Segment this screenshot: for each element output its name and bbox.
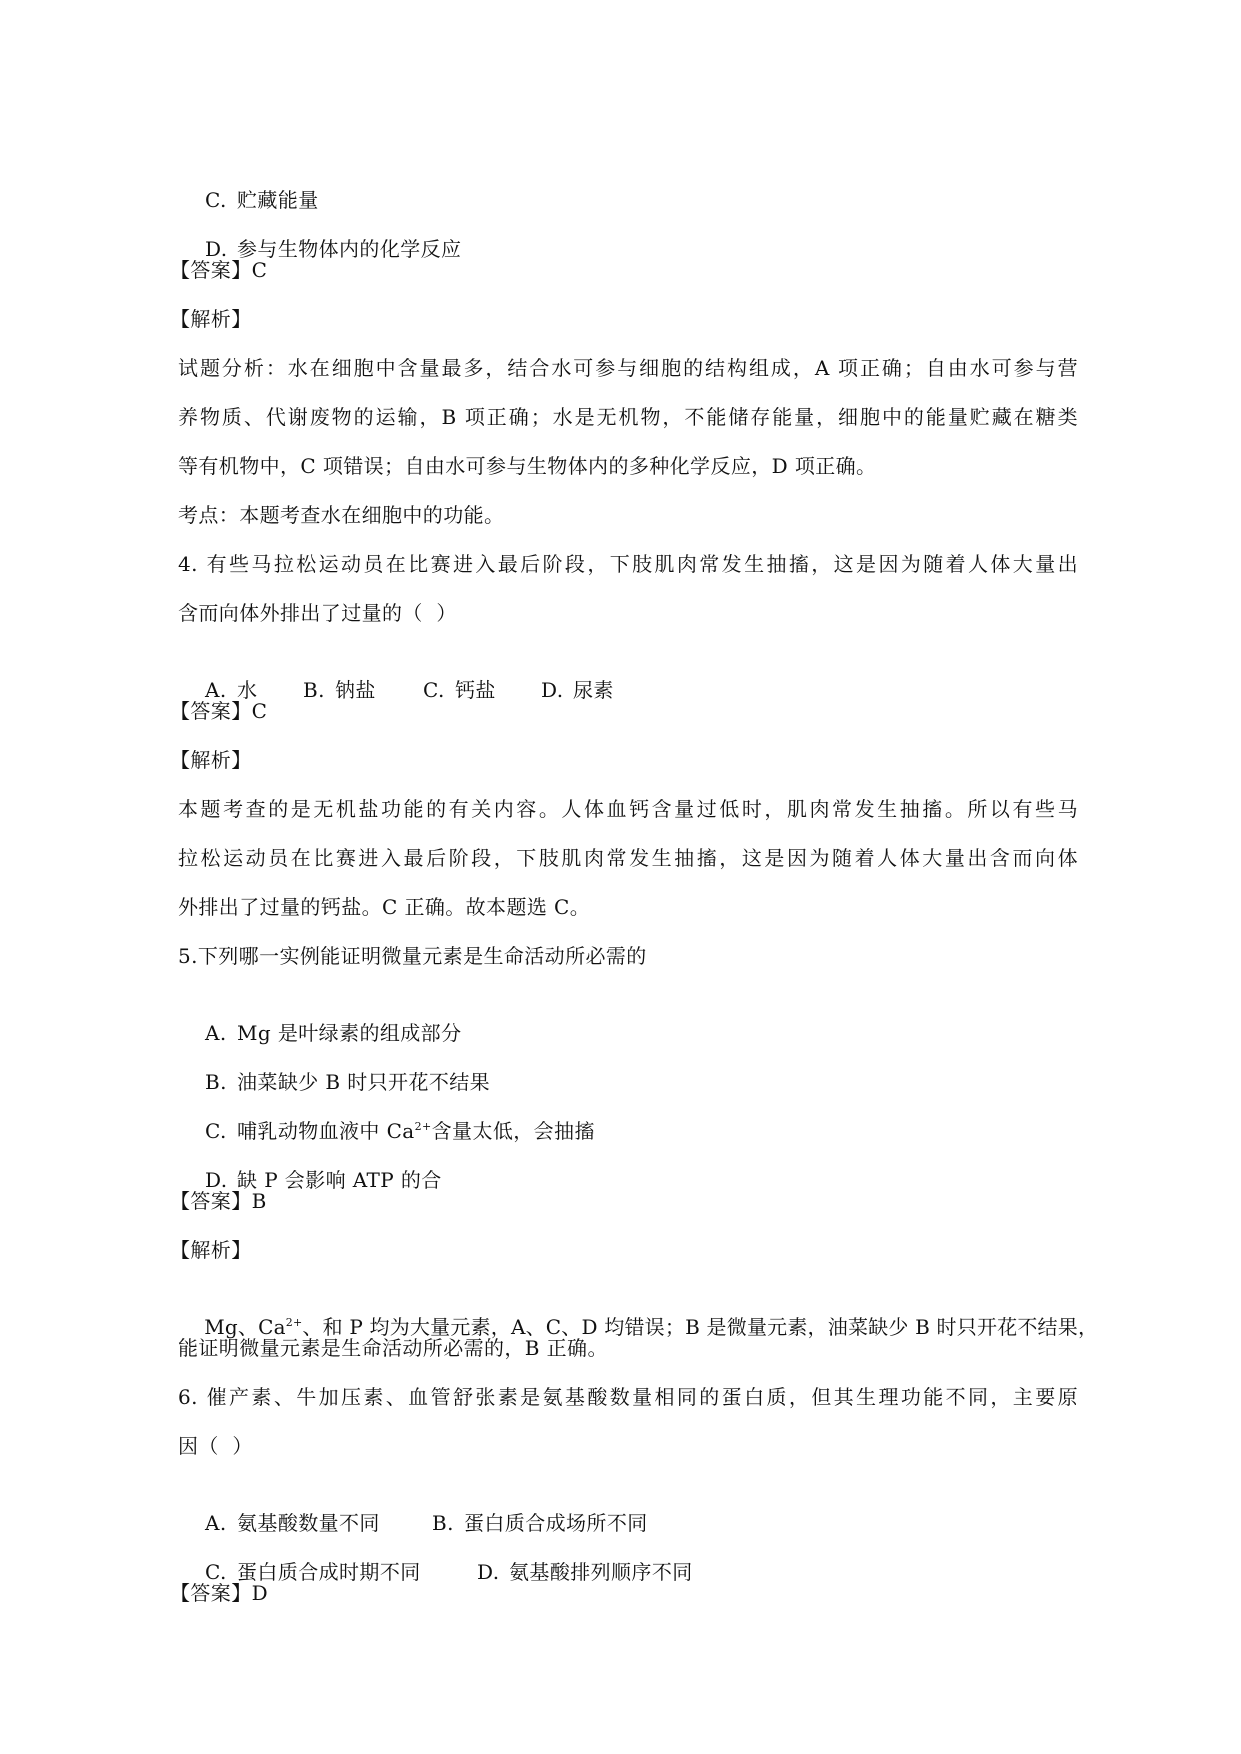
q4-analysis-line: 本题考查的是无机盐功能的有关内容。人体血钙含量过低时，肌肉常发生抽搐。所以有些马 <box>178 797 1078 821</box>
q3-analysis-line: 试题分析：水在细胞中含量最多，结合水可参与细胞的结构组成，A 项正确；自由水可参与营 <box>178 356 1078 380</box>
q6-option-c: C. 蛋白质合成时期不同 <box>205 1560 421 1584</box>
q5-stem: 5.下列哪一实例能证明微量元素是生命活动所必需的 <box>178 944 647 968</box>
q4-option-d: D. 尿素 <box>541 678 614 702</box>
q5-analysis-line: 能证明微量元素是生命活动所必需的，B 正确。 <box>178 1336 608 1360</box>
q5-option-a: A. Mg 是叶绿素的组成部分 <box>205 1021 462 1045</box>
q4-stem-line: 含而向体外排出了过量的（ ） <box>178 601 457 625</box>
q4-option-a: A. 水 <box>205 678 258 702</box>
q6-stem-line: 6. 催产素、牛加压素、血管舒张素是氨基酸数量相同的蛋白质，但其生理功能不同，主要原 <box>178 1385 1078 1409</box>
q5-option-b: B. 油菜缺少 B 时只开花不结果 <box>205 1070 491 1094</box>
q4-option-c: C. 钙盐 <box>423 678 496 702</box>
q6-option-b: B. 蛋白质合成场所不同 <box>432 1511 648 1535</box>
q3-analysis-line: 等有机物中，C 项错误；自由水可参与生物体内的多种化学反应，D 项正确。 <box>178 454 877 478</box>
q3-analysis-line: 养物质、代谢废物的运输，B 项正确；水是无机物，不能储存能量，细胞中的能量贮藏在糖类 <box>178 405 1078 429</box>
q5-analysis-line: Mg、$Ca^{2+}$、和 P 均为大量元素，A、C、D 均错误；B 是微量元素，油菜缺少 B 时只开花不结果， <box>204 1315 1099 1339</box>
q3-answer: 【答案】C <box>170 258 268 282</box>
q3-analysis-heading: 【解析】 <box>170 307 252 331</box>
q5-analysis-heading: 【解析】 <box>170 1238 252 1262</box>
q5-option-c: C. 哺乳动物血液中 $Ca^{2+}$含量太低，会抽搐 <box>205 1119 595 1143</box>
q4-analysis-heading: 【解析】 <box>170 748 252 772</box>
q4-answer: 【答案】C <box>170 699 268 723</box>
q4-analysis-line: 外排出了过量的钙盐。C 正确。故本题选 C。 <box>178 895 591 919</box>
q3-option-d: D. 参与生物体内的化学反应 <box>205 237 462 261</box>
q3-key-point: 考点：本题考查水在细胞中的功能。 <box>178 503 505 527</box>
q4-analysis-line: 拉松运动员在比赛进入最后阶段，下肢肌肉常发生抽搐，这是因为随着人体大量出含而向体 <box>178 846 1078 870</box>
q5-answer: 【答案】B <box>170 1189 267 1213</box>
q6-option-d: D. 氨基酸排列顺序不同 <box>477 1560 693 1584</box>
q6-option-a: A. 氨基酸数量不同 <box>205 1511 380 1535</box>
q6-answer: 【答案】D <box>170 1581 269 1605</box>
q5-option-d: D. 缺 P 会影响 ATP 的合 <box>205 1168 442 1192</box>
q3-option-c: C. 贮藏能量 <box>205 188 319 212</box>
q6-stem-line: 因（ ） <box>178 1434 253 1458</box>
q4-option-b: B. 钠盐 <box>303 678 376 702</box>
q4-stem-line: 4. 有些马拉松运动员在比赛进入最后阶段，下肢肌肉常发生抽搐，这是因为随着人体大量出 <box>178 552 1078 576</box>
